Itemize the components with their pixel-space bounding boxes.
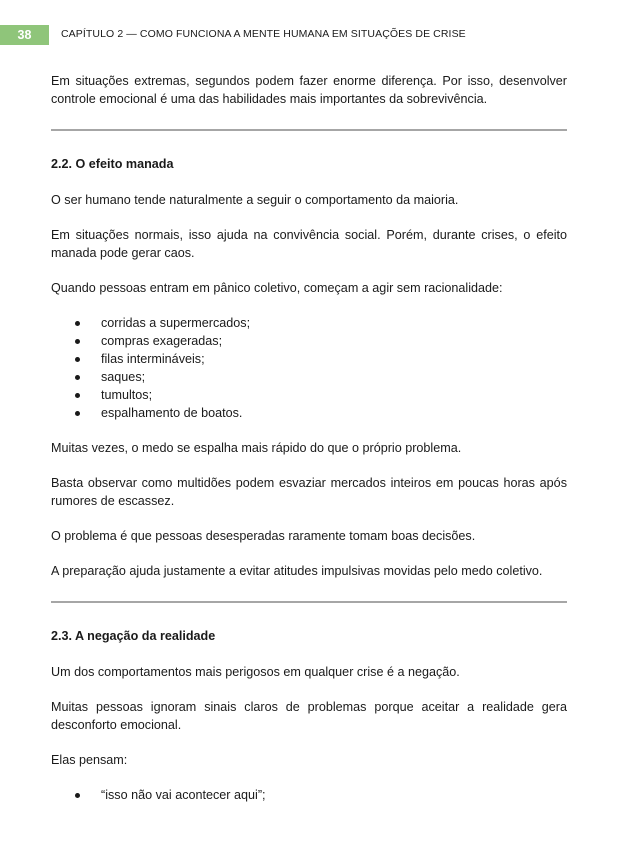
list-item: saques; bbox=[51, 368, 567, 386]
section-divider bbox=[51, 601, 567, 603]
paragraph: O ser humano tende naturalmente a seguir o comportamento da maioria. bbox=[51, 193, 459, 207]
section-heading-2-3: 2.3. A negação da realidade bbox=[51, 629, 216, 643]
list-item: tumultos; bbox=[51, 386, 567, 404]
bullet-icon bbox=[75, 321, 80, 326]
paragraph: Muitas pessoas ignoram sinais claros de problemas porque aceitar a realidade gera desconforto emocional. bbox=[51, 700, 567, 732]
paragraph: Quando pessoas entram em pânico coletivo, começam a agir sem racionalidade: bbox=[51, 281, 503, 295]
bullet-icon bbox=[75, 393, 80, 398]
list-item: espalhamento de boatos. bbox=[51, 404, 567, 422]
bullet-icon bbox=[75, 375, 80, 380]
section-heading-2-2: 2.2. O efeito manada bbox=[51, 157, 174, 171]
bullet-icon bbox=[75, 793, 80, 798]
page-header bbox=[0, 25, 617, 45]
list-item: compras exageradas; bbox=[51, 332, 567, 350]
paragraph: O problema é que pessoas desesperadas raramente tomam boas decisões. bbox=[51, 529, 476, 543]
paragraph: Elas pensam: bbox=[51, 753, 128, 767]
list-item: corridas a supermercados; bbox=[51, 314, 567, 332]
chapter-title: CAPÍTULO 2 — COMO FUNCIONA A MENTE HUMANA EM SITUAÇÕES DE CRISE bbox=[61, 28, 466, 40]
bullet-list-panic bbox=[51, 314, 567, 422]
bullet-icon bbox=[75, 339, 80, 344]
intro-paragraph: Em situações extremas, segundos podem fazer enorme diferença. Por isso, desenvolver controle emocional é uma das habilidades mais importantes da sobrevivência. bbox=[51, 74, 567, 106]
paragraph: Basta observar como multidões podem esvaziar mercados inteiros em poucas horas após rumores de escassez. bbox=[51, 476, 567, 508]
bullet-list-denial bbox=[51, 786, 567, 804]
paragraph: Um dos comportamentos mais perigosos em qualquer crise é a negação. bbox=[51, 665, 460, 679]
paragraph: Muitas vezes, o medo se espalha mais rápido do que o próprio problema. bbox=[51, 441, 462, 455]
bullet-icon bbox=[75, 411, 80, 416]
section-divider bbox=[51, 129, 567, 131]
bullet-icon bbox=[75, 357, 80, 362]
list-item: filas intermináveis; bbox=[51, 350, 567, 368]
paragraph: A preparação ajuda justamente a evitar atitudes impulsivas movidas pelo medo coletivo. bbox=[51, 564, 543, 578]
list-item: “isso não vai acontecer aqui”; bbox=[51, 786, 567, 804]
paragraph: Em situações normais, isso ajuda na convivência social. Porém, durante crises, o efeito manada pode gerar caos. bbox=[51, 228, 567, 260]
page-body bbox=[51, 72, 567, 821]
page-number: 38 bbox=[0, 25, 49, 45]
